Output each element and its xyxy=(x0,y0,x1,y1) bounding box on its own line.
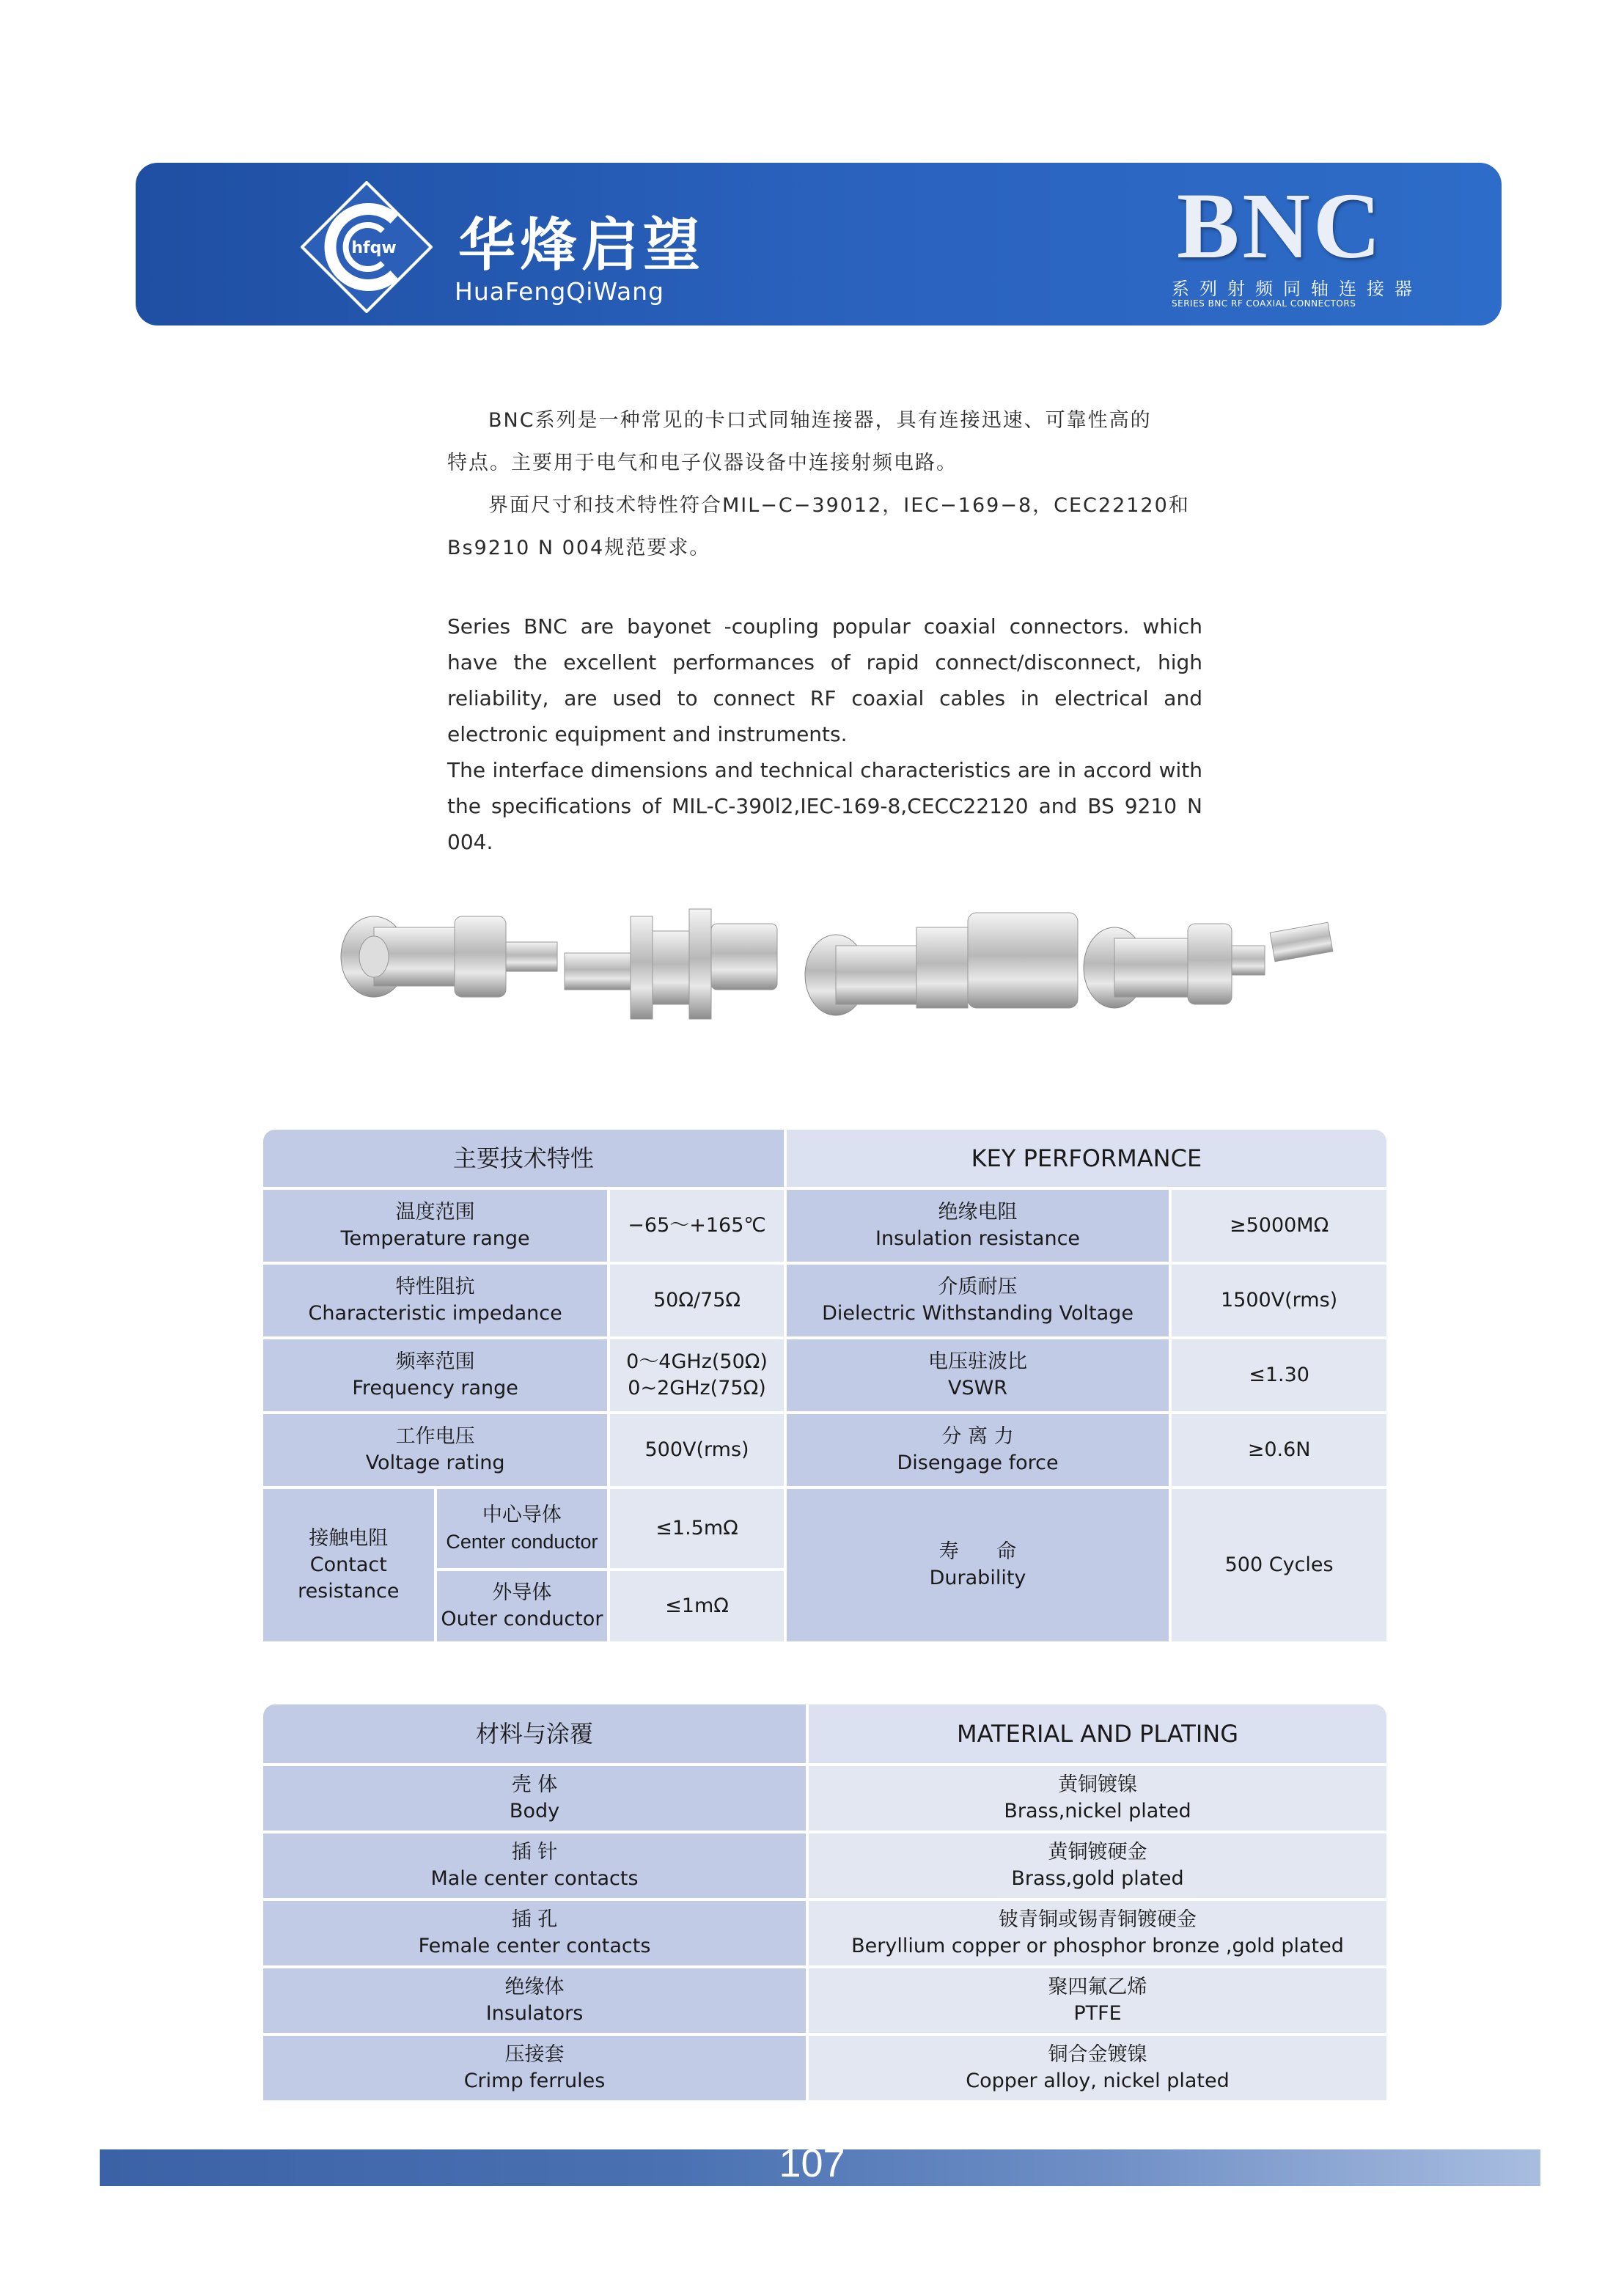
param-label: 绝缘电阻 Insulation resistance xyxy=(787,1190,1169,1262)
part-label: 插 孔 Female center contacts xyxy=(263,1901,806,1965)
table-row xyxy=(263,1766,1386,1831)
param-value: −65～+165℃ xyxy=(610,1190,784,1262)
material-value: 黄铜镀镍 Brass,nickel plated xyxy=(809,1766,1386,1831)
param-label: 温度范围 Temperature range xyxy=(263,1190,607,1262)
series-subtitle-cn: 系列射频同轴连接器 xyxy=(1172,279,1422,299)
table-row xyxy=(263,1901,1386,1965)
connector-clamp-photo xyxy=(805,913,1078,1015)
page-number: 107 xyxy=(779,2141,845,2185)
param-label: 频率范围 Frequency range xyxy=(263,1339,607,1411)
part-label: 壳 体 Body xyxy=(263,1766,806,1831)
connector-crimp-photo xyxy=(1084,922,1333,1008)
series-title: BNC xyxy=(1177,174,1384,278)
table-row xyxy=(263,2036,1386,2100)
param-value: 0～4GHz(50Ω) 0~2GHz(75Ω) xyxy=(610,1339,784,1411)
intro-en-paragraph: Series BNC are bayonet -coupling popular coaxial connectors. which have the excellent performances of rapid connect/disconnect, high reliability, are used to connect RF coaxial cables in electrical and electronic equipment and instruments. xyxy=(447,614,1202,746)
connector-bulkhead-photo xyxy=(565,909,777,1019)
company-logo-icon xyxy=(301,181,433,313)
param-value: ≥0.6N xyxy=(1172,1414,1386,1486)
param-value: ≥5000MΩ xyxy=(1172,1190,1386,1262)
part-label: 插 针 Male center contacts xyxy=(263,1833,806,1898)
param-value: 50Ω/75Ω xyxy=(610,1265,784,1336)
table-row xyxy=(263,1339,1386,1411)
center-conductor-value: ≤1.5mΩ xyxy=(610,1489,784,1568)
table-row xyxy=(263,1265,1386,1336)
intro-cn-line: 特点。主要用于电气和电子仪器设备中连接射频电路。 xyxy=(447,452,958,474)
param-value: 1500V(rms) xyxy=(1172,1265,1386,1336)
series-subtitle-en: SERIES BNC RF COAXIAL CONNECTORS xyxy=(1172,298,1356,309)
material-plating-table xyxy=(260,1702,1389,2103)
connector-plug-photo xyxy=(341,916,557,997)
intro-cn-line: BNC系列是一种常见的卡口式同轴连接器，具有连接迅速、可靠性高的 xyxy=(488,409,1152,432)
intro-en xyxy=(447,608,1202,860)
outer-conductor-label: 外导体 Outer conductor xyxy=(437,1571,608,1641)
durability-value: 500 Cycles xyxy=(1172,1489,1386,1641)
contact-resistance-label: 接触电阻 Contact resistance xyxy=(263,1489,434,1641)
table-row xyxy=(263,1968,1386,2033)
connector-photos-image xyxy=(330,887,1342,1085)
param-label: 介质耐压 Dielectric Withstanding Voltage xyxy=(787,1265,1169,1336)
product-photos xyxy=(330,887,1342,1085)
key-performance-table xyxy=(260,1127,1389,1644)
brand-name-en: HuaFengQiWang xyxy=(455,277,665,306)
table-header-en: KEY PERFORMANCE xyxy=(787,1130,1386,1187)
material-value: 黄铜镀硬金 Brass,gold plated xyxy=(809,1833,1386,1898)
table-row xyxy=(263,1833,1386,1898)
intro-cn-line: 界面尺寸和技术特性符合MIL−C−39012，IEC−169−8，CEC22120和 xyxy=(488,494,1190,517)
table-header-cn: 主要技术特性 xyxy=(263,1130,784,1187)
brand-name-cn: 华烽启望 xyxy=(458,212,705,279)
table-row xyxy=(263,1489,1386,1568)
table-header-cn: 材料与涂覆 xyxy=(263,1704,806,1763)
table-row xyxy=(263,1190,1386,1262)
param-label: 特性阻抗 Characteristic impedance xyxy=(263,1265,607,1336)
material-value: 聚四氟乙烯 PTFE xyxy=(809,1968,1386,2033)
part-label: 绝缘体 Insulators xyxy=(263,1968,806,2033)
param-label: 分 离 力 Disengage force xyxy=(787,1414,1169,1486)
table-header-en: MATERIAL AND PLATING xyxy=(809,1704,1386,1763)
param-value: ≤1.30 xyxy=(1172,1339,1386,1411)
center-conductor-label: 中心导体 Center conductor xyxy=(437,1489,608,1568)
intro-cn-line: Bs9210 N 004规范要求。 xyxy=(447,537,711,559)
logo-mark-text: hfqw xyxy=(351,239,397,257)
param-value: 500V(rms) xyxy=(610,1414,784,1486)
param-label: 电压驻波比 VSWR xyxy=(787,1339,1169,1411)
material-value: 铍青铜或锡青铜镀硬金 Beryllium copper or phosphor bronze ,gold plated xyxy=(809,1901,1386,1965)
part-label: 压接套 Crimp ferrules xyxy=(263,2036,806,2100)
outer-conductor-value: ≤1mΩ xyxy=(610,1571,784,1641)
intro-en-paragraph: The interface dimensions and technical characteristics are in accord with the specifications of MIL-C-390l2,IEC-169-8,CECC22120 and BS 9210 N 004. xyxy=(447,758,1202,854)
table-row xyxy=(263,1414,1386,1486)
material-value: 铜合金镀镍 Copper alloy, nickel plated xyxy=(809,2036,1386,2100)
param-label: 工作电压 Voltage rating xyxy=(263,1414,607,1486)
durability-label: 寿 命 Durability xyxy=(787,1489,1169,1641)
intro-cn xyxy=(447,400,1202,570)
